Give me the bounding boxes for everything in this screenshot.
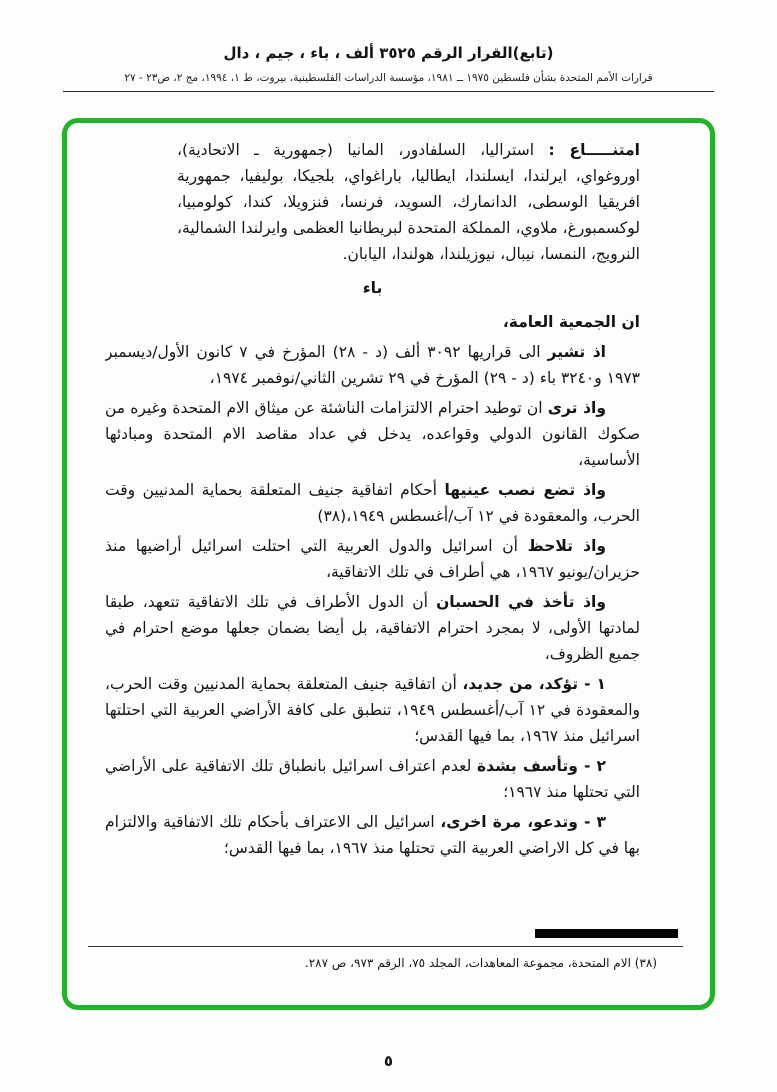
green-highlight-frame [62,118,715,1010]
resolution-body [105,137,640,929]
assembly-heading: ان الجمعية العامة، [502,313,640,331]
paragraph-lead: واذ تضع نصب عينيها [444,481,606,499]
paragraph-text: الى قراريها ٣٠٩٢ ألف (د - ٢٨) المؤرخ في ٧ كانون الأول/ديسمبر ١٩٧٣ و٣٢٤٠ باء (د - ٢٩) المؤرخ في ٢٩ تشرين الثاني/نوفمبر ١٩٧٤، [105,343,640,387]
paragraph-lead: اذ تشير [547,343,606,361]
operative-paragraph [105,671,640,749]
footnote-text: (٣٨) الام المتحدة، مجموعة المعاهدات، المجلد ٧٥، الرقم ٩٧٣، ص ٢٨٧. [304,956,657,970]
paragraph-text: لعدم اعتراف اسرائيل بانطباق تلك الاتفاقية على الأراضي التي تحتلها منذ ١٩٦٧؛ [105,757,640,801]
abstain-paragraph [177,137,640,267]
abstain-country-list: استراليا، السلفادور، المانيا (جمهورية ـ الاتحادية)، اوروغواي، ايرلندا، ايسلندا، ايطاليا، باراغواي، بلجيكا، بوليفيا، جمهورية افريقيا الوسطى، الدانمارك، السويد، فرنسا، فنزويلا، كندا، كولومبيا، لوكسمبورغ، ملاوي، المملكة المتحدة لبريطانيا العظمى وايرلندا الشمالية، النرويج، النمسا، نيبال، نيوزيلندا، هولندا، اليابان. [177,141,640,263]
paragraph-text: أن الدول الأطراف في تلك الاتفاقية تتعهد، طبقا لمادتها الأولى، لا بمجرد احترام الاتفاقية، بل أيضا بضمان جعلها موضع احترام في جميع الظروف، [105,593,640,663]
paragraph-lead: واذ تلاحظ [527,537,607,555]
paragraph-lead: ٢ - وتأسف بشدة [477,757,607,775]
preamble-paragraph [105,533,640,585]
abstain-label: امتنـــــاع : [548,141,640,159]
preamble-paragraph [105,339,640,391]
page-title: (تابع)القرار الرقم ٣٥٢٥ ألف ، باء ، جيم ، دال [223,44,554,62]
black-redaction-bar [535,929,678,938]
paragraph-lead: واذ تأخذ في الحسبان [436,593,606,611]
operative-paragraph [105,753,640,805]
paragraph-text: أن اسرائيل والدول العربية التي احتلت اسرائيل أراضيها منذ حزيران/يونيو ١٩٦٧، هي أطراف في تلك الاتفاقية، [105,537,640,581]
paragraph-lead: ٣ - وتدعو، مرة اخرى، [440,813,606,831]
paragraph-lead: ١ - تؤكد، من جديد، [462,675,606,693]
paragraph-text: أن اتفاقية جنيف المتعلقة بحماية المدنيين وقت الحرب، والمعقودة في ١٢ آب/أغسطس ١٩٤٩، تنطبق على كافة الأراضي العربية التي احتلتها اسرائيل منذ ١٩٦٧، بما فيها القدس؛ [105,675,640,745]
paragraph-text: أحكام اتفاقية جنيف المتعلقة بحماية المدنيين وقت الحرب، والمعقودة في ١٢ آب/أغسطس ١٩٤٩،(٣٨) [105,481,640,525]
source-citation-line: قرارات الأمم المتحدة بشأن فلسطين ١٩٧٥ ــ ١٩٨١، مؤسسة الدراسات الفلسطينية، بيروت، ط ١، ١٩٩٤، مج ٢، ص٢٣ - ٢٧ [63,72,714,92]
section-letter: باء [362,279,383,297]
operative-paragraph [105,809,640,861]
paragraph-text: ان توطيد احترام الالتزامات الناشئة عن ميثاق الام المتحدة وغيره من صكوك القانون الدولي وقواعده، يدخل في عداد مقاصد الام المتحدة ومبادئها الأساسية، [105,399,640,469]
page-number: ٥ [383,1052,394,1070]
preamble-paragraph [105,395,640,473]
preamble-paragraph [105,589,640,667]
preamble-paragraph [105,477,640,529]
paragraph-lead: واذ ترى [547,399,607,417]
footnote-separator-rule [88,946,683,947]
paragraph-text: اسرائيل الى الاعتراف بأحكام تلك الاتفاقية والالتزام بها في كل الاراضي العربية التي تحتلها منذ ١٩٦٧، بما فيها القدس؛ [105,813,640,857]
